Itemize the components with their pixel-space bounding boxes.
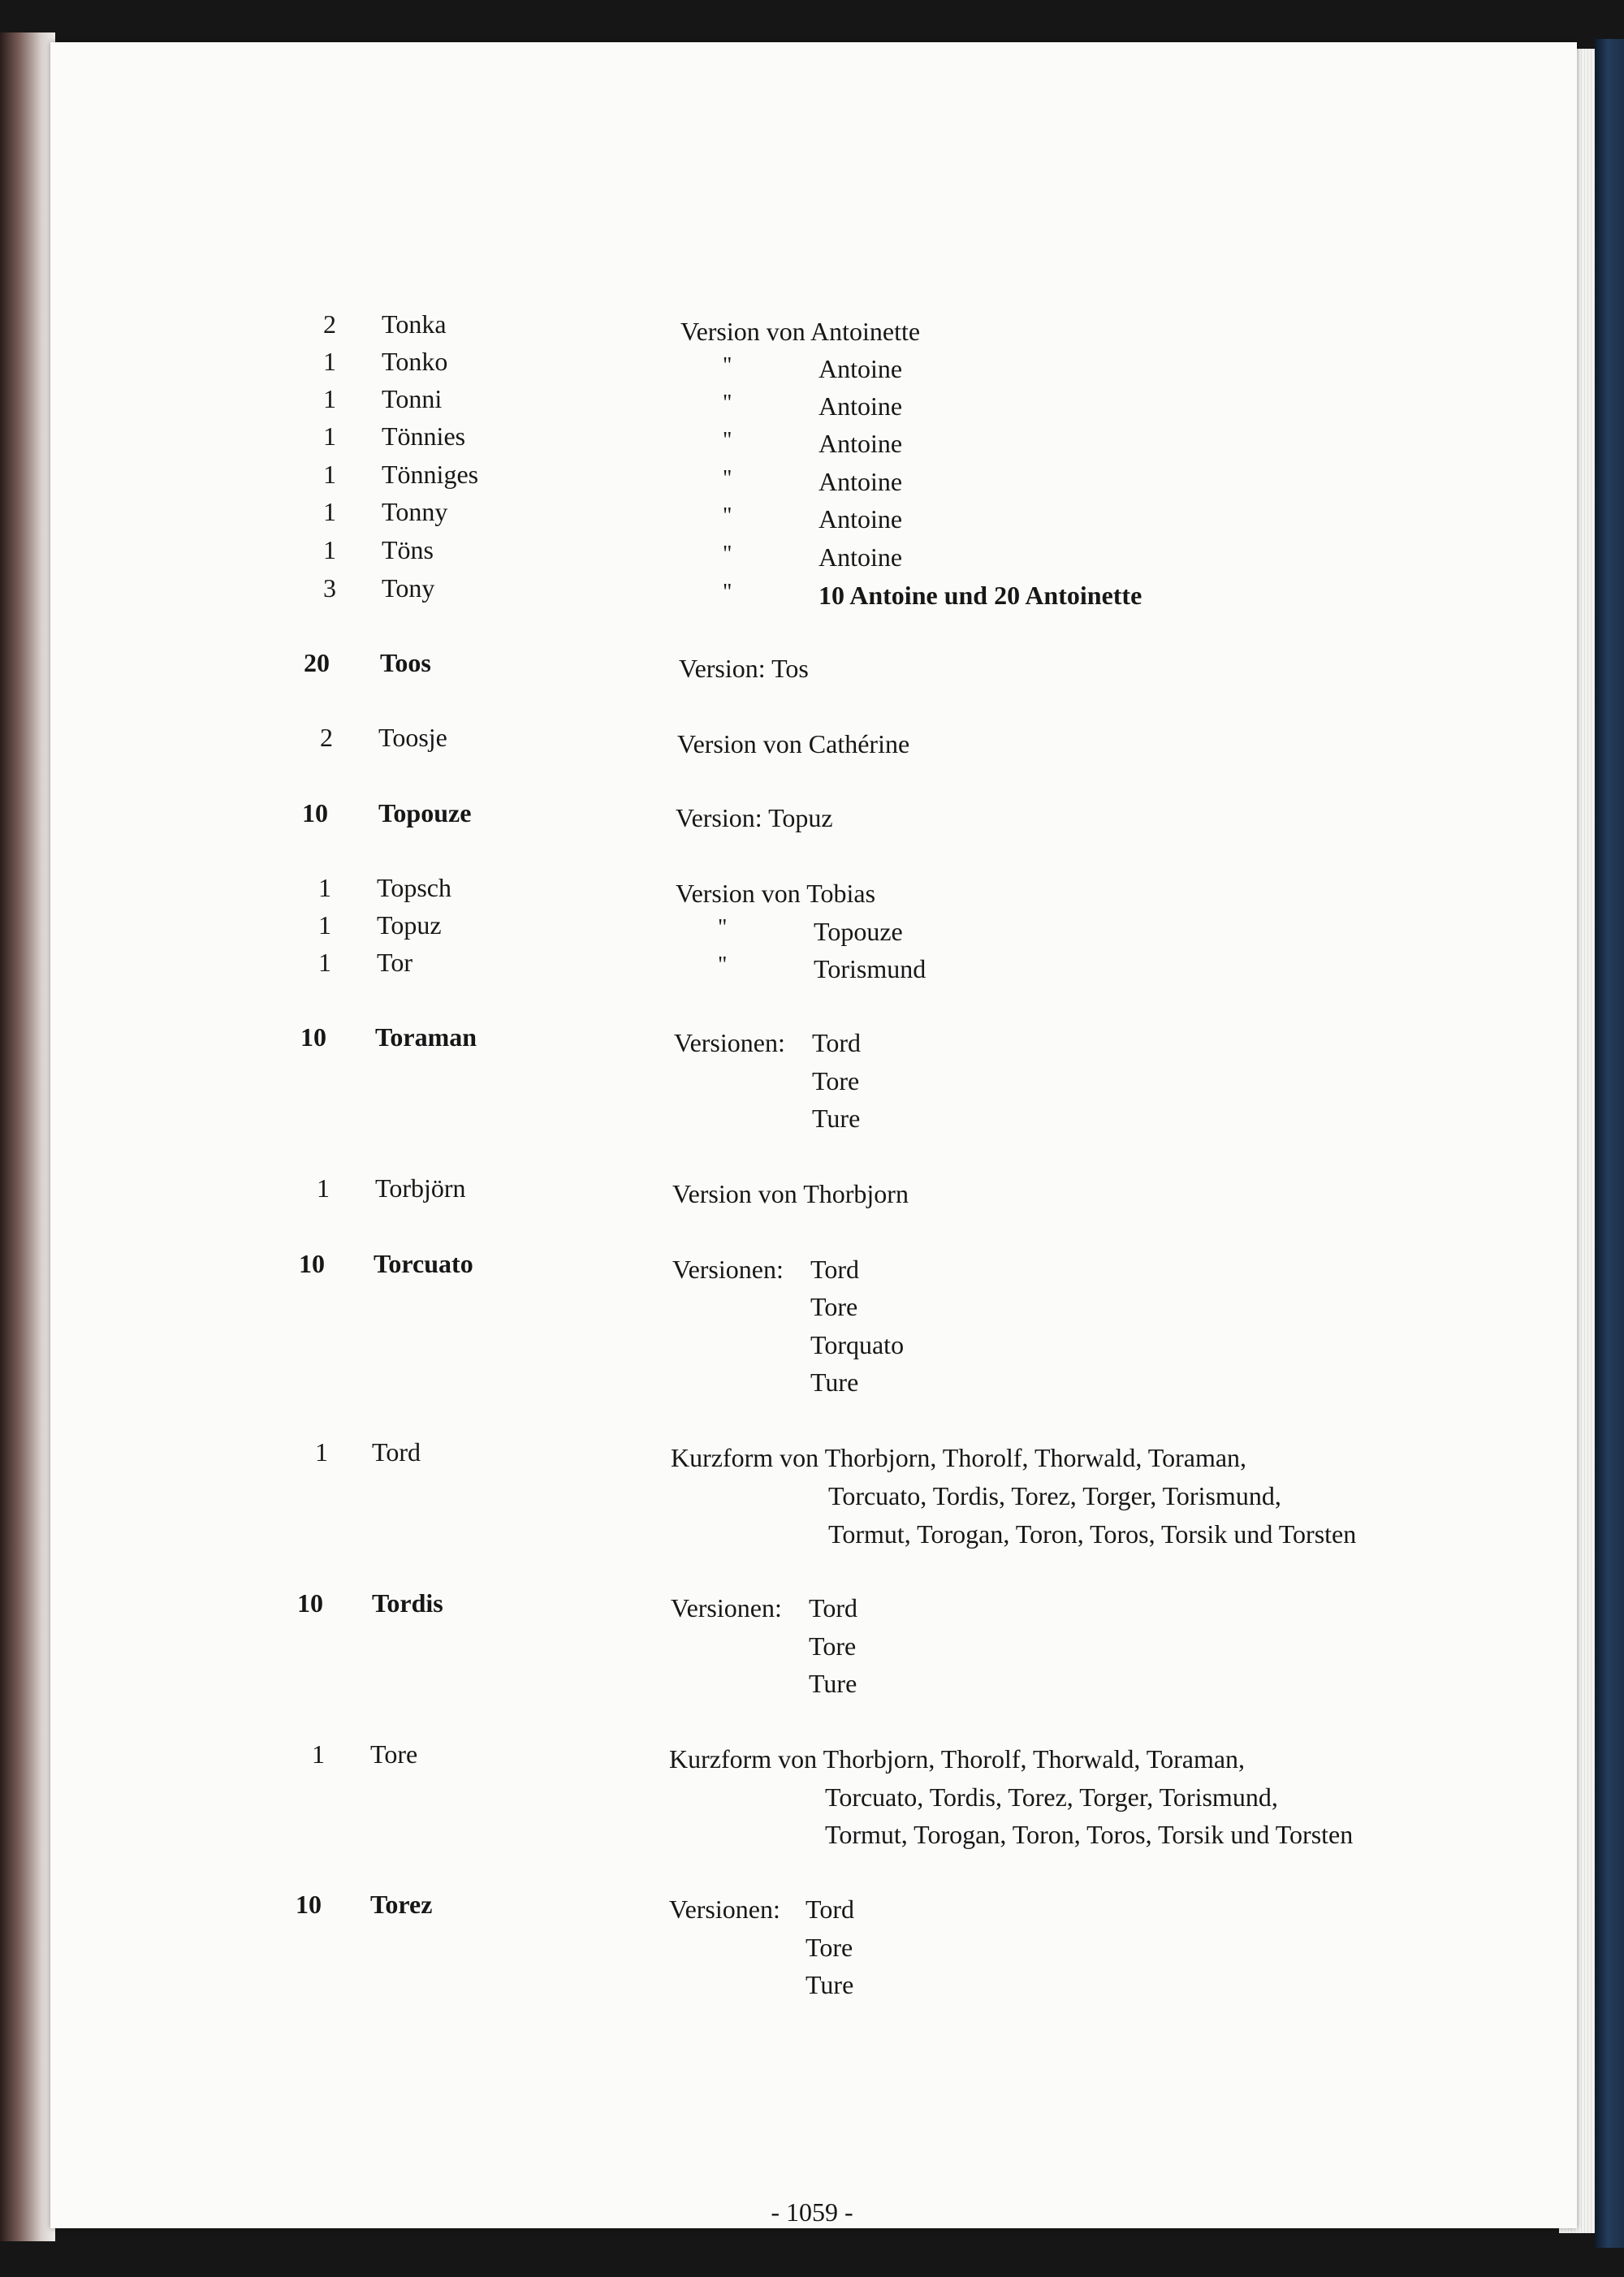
entry-count: 1 [323, 384, 336, 413]
entry-count: 10 [296, 1890, 322, 1919]
entry-count: 10 [299, 1249, 325, 1278]
entry-count: 1 [323, 535, 336, 564]
ditto-mark: " [723, 428, 732, 453]
entry-ref: Antoine [818, 429, 903, 458]
entry-note: Kurzform von Thorbjorn, Thorolf, Thorwald, Toraman, [671, 1443, 1247, 1472]
entry-note: Version: Topuz [676, 803, 833, 832]
entry-note: Version von Tobias [676, 879, 876, 908]
entry-count: 1 [323, 460, 336, 489]
version-item: Tore [809, 1631, 857, 1661]
entry-name: Tönniges [382, 460, 479, 489]
entry-name: Topuz [377, 910, 442, 940]
ditto-mark: " [723, 503, 732, 529]
entry-name: Torbjörn [375, 1173, 466, 1203]
version-item: Tore [812, 1066, 860, 1095]
entry-ref: Antoine [818, 354, 903, 383]
version-item: Ture [806, 1970, 854, 1999]
entry-name: Tor [377, 948, 412, 977]
entry-name: Tönnies [382, 421, 466, 451]
entry-ref: Torismund [814, 954, 926, 983]
entry-name: Torcuato [374, 1249, 473, 1278]
entry-count: 10 [302, 798, 328, 827]
entry-name: Toraman [375, 1022, 477, 1052]
version-item: Ture [812, 1104, 861, 1133]
entry-note: Tormut, Torogan, Toron, Toros, Torsik und Torsten [828, 1519, 1357, 1549]
version-item: Tore [810, 1292, 858, 1321]
version-item: Tord [809, 1593, 857, 1622]
entry-ref: Antoine [818, 391, 903, 421]
ditto-mark: " [718, 953, 728, 978]
entry-count: 3 [323, 573, 336, 603]
entry-name: Tore [370, 1739, 418, 1769]
entry-note: Torcuato, Tordis, Torez, Torger, Torismund, [825, 1782, 1278, 1812]
entry-count: 1 [317, 1173, 330, 1203]
page-number: - 1059 - [771, 2197, 853, 2227]
ditto-mark: " [723, 391, 732, 416]
ditto-mark: " [723, 466, 732, 491]
entry-note: Version von Thorbjorn [672, 1179, 909, 1208]
entry-ref: Antoine [818, 467, 903, 496]
entry-note: Kurzform von Thorbjorn, Thorolf, Thorwald, Toraman, [669, 1744, 1246, 1774]
entry-name: Topsch [377, 873, 451, 902]
entry-count: 1 [318, 873, 331, 902]
entry-count: 1 [323, 497, 336, 526]
entry-note: Version: Tos [679, 654, 809, 683]
ditto-mark: " [723, 542, 732, 567]
entry-ref: Antoine [818, 504, 903, 534]
entry-count: 1 [323, 347, 336, 376]
entry-name: Toosje [378, 723, 447, 752]
entry-count: 1 [318, 948, 331, 977]
entry-name: Tonny [382, 497, 448, 526]
version-item: Torquato [810, 1330, 905, 1359]
ditto-mark: " [723, 580, 732, 605]
ditto-mark: " [723, 353, 732, 378]
entry-name: Topouze [378, 798, 472, 827]
versions-label: Versionen: [669, 1895, 780, 1924]
entry-ref: Topouze [814, 917, 903, 946]
versions-label: Versionen: [671, 1593, 782, 1622]
entry-name: Toos [380, 648, 431, 677]
ditto-mark: " [718, 915, 728, 940]
entry-note: Torcuato, Tordis, Torez, Torger, Torismund, [828, 1481, 1281, 1510]
entry-name: Tonko [382, 347, 448, 376]
entry-count: 20 [304, 648, 330, 677]
version-item: Ture [810, 1367, 859, 1397]
entry-note: Tormut, Torogan, Toron, Toros, Torsik und Torsten [825, 1820, 1354, 1849]
entry-count: 1 [323, 421, 336, 451]
entry-note: Version von Cathérine [677, 729, 910, 758]
entry-count: 1 [318, 910, 331, 940]
version-item: Tord [812, 1028, 861, 1057]
entry-name: Töns [382, 535, 434, 564]
version-item: Tord [810, 1255, 859, 1284]
entry-count: 10 [300, 1022, 326, 1052]
entry-name: Tord [372, 1437, 421, 1467]
version-item: Tore [806, 1933, 853, 1962]
entry-count: 1 [312, 1739, 325, 1769]
entry-count: 1 [315, 1437, 328, 1467]
entry-note: Version von Antoinette [680, 317, 921, 346]
entry-count: 2 [320, 723, 333, 752]
versions-label: Versionen: [674, 1028, 785, 1057]
entry-name: Tony [382, 573, 435, 603]
versions-label: Versionen: [672, 1255, 784, 1284]
entry-ref: 10 Antoine und 20 Antoinette [818, 581, 1142, 610]
version-item: Tord [806, 1895, 854, 1924]
entry-count: 10 [297, 1588, 323, 1618]
entry-name: Tonni [382, 384, 443, 413]
entry-name: Tonka [382, 309, 447, 339]
entry-ref: Antoine [818, 542, 903, 572]
entry-name: Tordis [372, 1588, 443, 1618]
entry-name: Torez [370, 1890, 433, 1919]
entry-count: 2 [323, 309, 336, 339]
version-item: Ture [809, 1669, 857, 1698]
